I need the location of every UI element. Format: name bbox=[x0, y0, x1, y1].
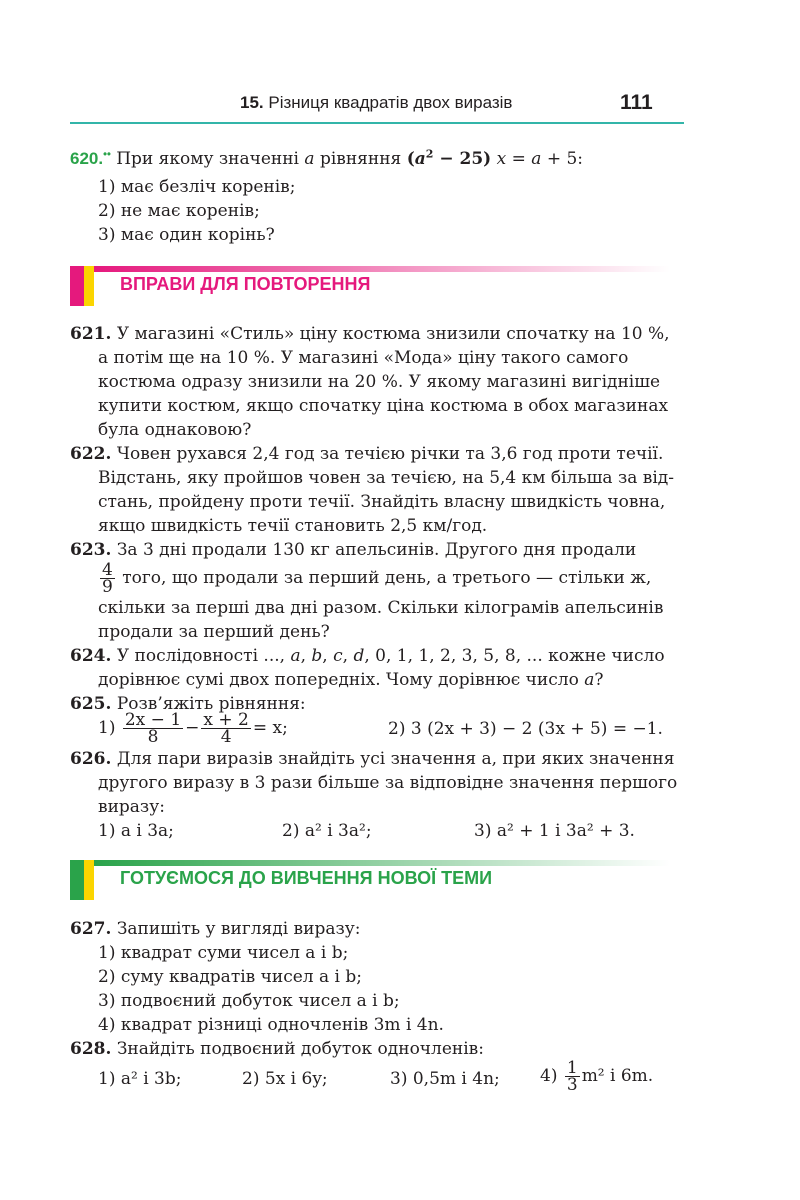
problem-line: купити костюм, якщо спочатку ціна костюма в обох магазинах bbox=[98, 396, 669, 416]
band-gradient bbox=[94, 266, 670, 272]
problem-line: а потім ще на 10 %. У магазині «Мода» ціну такого самого bbox=[98, 348, 629, 368]
fraction: $\frac{1}{3}$ bbox=[566, 1058, 578, 1095]
problem-line: Човен рухався 2,4 год за течією річки та 3,6 год проти течії. bbox=[116, 444, 664, 464]
band-label: ВПРАВИ ДЛЯ ПОВТОРЕННЯ bbox=[120, 274, 371, 294]
option: 2) a² і 3a²; bbox=[282, 821, 372, 841]
problem-line: продали за перший день? bbox=[98, 622, 330, 642]
problem-line: костюма одразу знизили на 20 %. У якому магазині вигідніше bbox=[98, 372, 661, 392]
option: 4) $\frac{1}{3}$ m² і 6m. bbox=[540, 1058, 654, 1095]
problem-line: скільки за перші два дні разом. Скільки кілограмів апельсинів bbox=[98, 598, 664, 618]
problem-line: $\frac{4}{9}$ того, що продали за перший день, а третього — стільки ж, bbox=[102, 560, 652, 597]
equation: $(a^2 - 25) x = a + 5$: bbox=[406, 147, 584, 169]
list-item: 3) має один корінь? bbox=[98, 225, 275, 245]
problem-number: 623. bbox=[70, 540, 112, 560]
list-item: 4) квадрат різниці одночленів 3m і 4n. bbox=[98, 1015, 444, 1035]
problem-620 bbox=[70, 148, 583, 170]
problem-number: 628. bbox=[70, 1039, 112, 1059]
problem-621 bbox=[70, 323, 670, 345]
fraction: $\frac{2x - 1}{8}$ bbox=[124, 710, 182, 747]
fraction: $\frac{4}{9}$ bbox=[102, 560, 113, 597]
problem-number: 624. bbox=[70, 646, 112, 666]
problem-line: дорівнює сумі двох попередніх. Чому дорівнює число a? bbox=[98, 670, 604, 690]
problem-line: За 3 дні продали 130 кг апельсинів. Другого дня продали bbox=[116, 540, 637, 560]
problem-number: 620. bbox=[70, 149, 104, 168]
problem-number: 625. bbox=[70, 694, 112, 714]
list-item: 1) квадрат суми чисел a і b; bbox=[98, 943, 349, 963]
problem-624: 624. У послідовності ..., a, b, c, d, 0, 1, 1, 2, 3, 5, 8, ... кожне число bbox=[70, 646, 665, 666]
header-rule bbox=[70, 122, 684, 124]
section-band-review bbox=[70, 266, 670, 306]
problem-628: 628. Знайдіть подвоєний добуток одночленів: bbox=[70, 1039, 484, 1059]
problem-number: 627. bbox=[70, 919, 112, 939]
problem-622 bbox=[70, 443, 663, 465]
section-band-new-topic bbox=[70, 860, 670, 900]
problem-line: Відстань, яку пройшов човен за течією, на 5,4 км більша за від- bbox=[98, 468, 674, 488]
option: 3) a² + 1 і 3a² + 3. bbox=[474, 821, 635, 841]
band-accent-yellow bbox=[84, 266, 94, 306]
problem-626: 626. Для пари виразів знайдіть усі значення a, при яких значення bbox=[70, 749, 675, 769]
problem-line: стань, пройдену проти течії. Знайдіть власну швидкість човна, bbox=[98, 492, 666, 512]
problem-627: 627. Запишіть у вигляді виразу: bbox=[70, 919, 361, 939]
problem-text-mid: рівняння bbox=[319, 149, 402, 169]
option: 3) 0,5m і 4n; bbox=[390, 1069, 500, 1089]
section-title: Різниця квадратів двох виразів bbox=[268, 93, 513, 112]
problem-line: другого виразу в 3 рази більше за відповідне значення першого bbox=[98, 773, 678, 793]
option: 1) a² і 3b; bbox=[98, 1069, 182, 1089]
list-item: 2) суму квадратів чисел a і b; bbox=[98, 967, 362, 987]
variable-a: a bbox=[304, 149, 315, 169]
equation-2: 2) 3 (2x + 3) − 2 (3x + 5) = −1. bbox=[388, 719, 663, 739]
difficulty-stars: •• bbox=[103, 148, 111, 161]
band-accent bbox=[70, 860, 84, 900]
page-number: 111 bbox=[620, 91, 653, 114]
problem-text: При якому значенні bbox=[116, 149, 299, 169]
band-label: ГОТУЄМОСЯ ДО ВИВЧЕННЯ НОВОЇ ТЕМИ bbox=[120, 868, 493, 888]
problem-number: 626. bbox=[70, 749, 112, 769]
option: 1) a і 3a; bbox=[98, 821, 174, 841]
list-item: 3) подвоєний добуток чисел a і b; bbox=[98, 991, 400, 1011]
problem-623 bbox=[70, 539, 636, 561]
band-accent bbox=[70, 266, 84, 306]
fraction: $\frac{x + 2}{4}$ bbox=[203, 710, 249, 747]
list-item: 2) не має коренів; bbox=[98, 201, 260, 221]
problem-625: 625. Розв’яжіть рівняння: bbox=[70, 694, 306, 714]
list-item: 1) має безліч коренів; bbox=[98, 177, 296, 197]
problem-line: якщо швидкість течії становить 2,5 км/год. bbox=[98, 516, 488, 536]
option: 2) 5x і 6y; bbox=[242, 1069, 328, 1089]
problem-line: У магазині «Стиль» ціну костюма знизили спочатку на 10 %, bbox=[116, 324, 670, 344]
running-header bbox=[240, 93, 512, 113]
equation-1: 1) $\frac{2x - 1}{8}$ − $\frac{x + 2}{4}$ = x; bbox=[98, 710, 288, 747]
problem-line: виразу: bbox=[98, 797, 165, 817]
section-number: 15. bbox=[240, 93, 264, 112]
band-gradient bbox=[94, 860, 670, 866]
band-accent-yellow bbox=[84, 860, 94, 900]
problem-line: була однаковою? bbox=[98, 420, 252, 440]
problem-number: 621. bbox=[70, 324, 112, 344]
problem-number: 622. bbox=[70, 444, 112, 464]
